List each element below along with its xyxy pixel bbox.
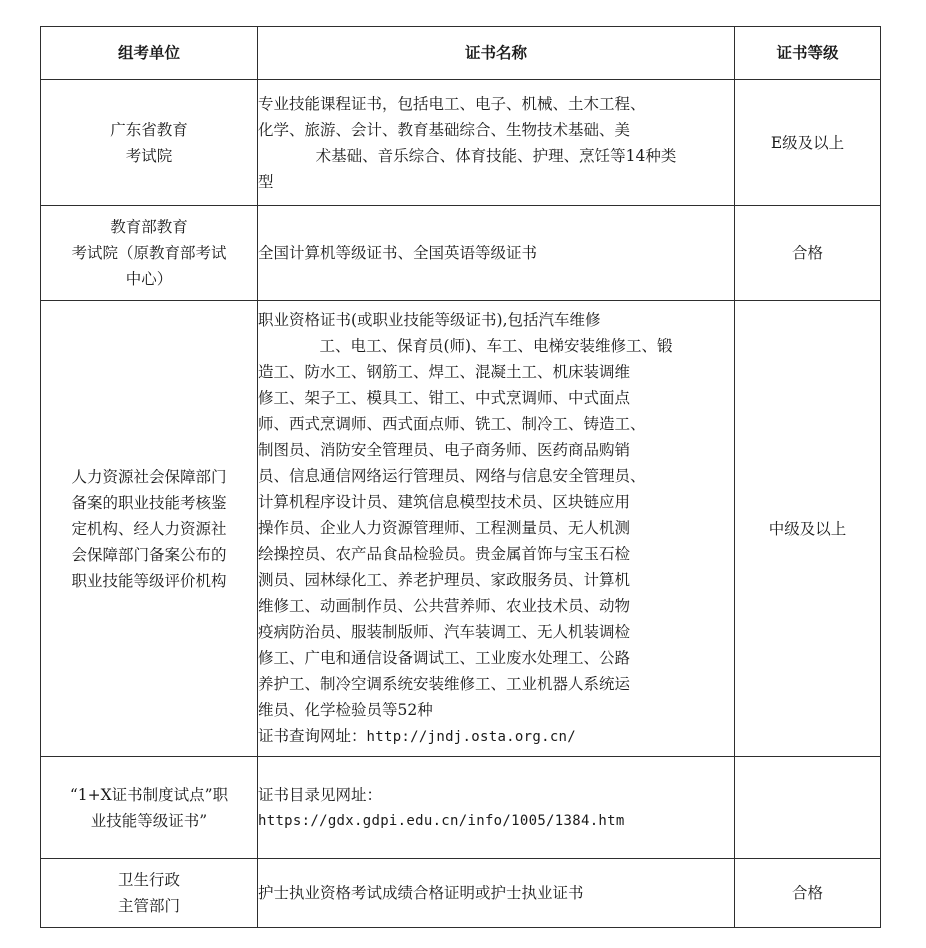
cert-name-line: 证书目录见网址： bbox=[258, 785, 383, 804]
cert-name-line: 养护工、制冷空调系统安装维修工、工业机器人系统运 bbox=[258, 675, 631, 693]
cert-name-line: 职业资格证书(或职业技能等级证书),包括汽车维修 bbox=[258, 311, 601, 329]
level-cell: 合格 bbox=[735, 859, 881, 928]
table-row bbox=[41, 80, 881, 206]
org-line: 考试院 bbox=[125, 146, 173, 165]
certificate-table bbox=[40, 26, 881, 928]
level-cell: E级及以上 bbox=[735, 80, 881, 206]
level-cell: 中级及以上 bbox=[735, 301, 881, 757]
org-cell bbox=[41, 859, 258, 928]
cert-name-line: 师、西式烹调师、西式面点师、铣工、制冷工、铸造工、 bbox=[258, 415, 646, 433]
cert-name-cell bbox=[258, 301, 735, 757]
level-cell: 合格 bbox=[735, 206, 881, 301]
org-line: 会保障部门备案公布的 bbox=[71, 545, 227, 564]
header-name: 证书名称 bbox=[258, 27, 735, 80]
cert-name-line: 型 bbox=[258, 172, 274, 191]
cert-name-line: 绘操控员、农产品食品检验员。贵金属首饰与宝玉石检 bbox=[258, 545, 631, 563]
org-line: 卫生行政 bbox=[117, 871, 180, 889]
table-row bbox=[41, 206, 881, 301]
cert-query-url-line bbox=[258, 723, 734, 750]
header-level: 证书等级 bbox=[735, 27, 881, 80]
cert-name-line: 修工、架子工、模具工、钳工、中式烹调师、中式面点 bbox=[258, 389, 631, 407]
org-line: “1+X证书制度试点”职 bbox=[69, 785, 229, 804]
cert-name-line: 造工、防水工、钢筋工、焊工、混凝土工、机床装调维 bbox=[258, 363, 631, 381]
cert-name-cell bbox=[258, 206, 735, 301]
org-cell bbox=[41, 757, 258, 859]
cert-name-line: 维员、化学检验员等52种 bbox=[258, 701, 433, 719]
cert-name-line: 工、电工、保育员(师)、车工、电梯安装维修工、锻 bbox=[319, 337, 673, 355]
cert-name-line: 全国计算机等级证书、全国英语等级证书 bbox=[258, 244, 538, 262]
cert-name-line: 维修工、动画制作员、公共营养师、农业技术员、动物 bbox=[258, 597, 631, 615]
cert-name-line: 专业技能课程证书，包括电工、电子、机械、土木工程、 bbox=[258, 94, 646, 113]
cert-name-cell bbox=[258, 80, 735, 206]
cert-name-line: 术基础、音乐综合、体育技能、护理、烹饪等14种类 bbox=[315, 146, 677, 165]
header-org: 组考单位 bbox=[41, 27, 258, 80]
cert-name-cell bbox=[258, 859, 735, 928]
table-row bbox=[41, 301, 881, 757]
org-line: 广东省教育 bbox=[110, 120, 188, 139]
org-line: 职业技能等级评价机构 bbox=[71, 571, 227, 590]
cert-name-line: 修工、广电和通信设备调试工、工业废水处理工、公路 bbox=[258, 649, 631, 667]
certificate-document bbox=[40, 26, 881, 928]
org-line: 人力资源社会保障部门 bbox=[71, 467, 227, 486]
cert-name-line: 计算机程序设计员、建筑信息模型技术员、区块链应用 bbox=[258, 493, 631, 511]
org-line: 定机构、经人力资源社 bbox=[71, 519, 227, 538]
table-header-row bbox=[41, 27, 881, 80]
org-line: 考试院（原教育部考试 bbox=[71, 244, 227, 262]
cert-name-line: 测员、园林绿化工、养老护理员、家政服务员、计算机 bbox=[258, 571, 631, 589]
cert-name-line: 员、信息通信网络运行管理员、网络与信息安全管理员、 bbox=[258, 467, 646, 485]
cert-name-line: 护士执业资格考试成绩合格证明或护士执业证书 bbox=[258, 884, 584, 902]
cert-name-line: 疫病防治员、服装制版师、汽车装调工、无人机装调检 bbox=[258, 623, 631, 641]
org-cell bbox=[41, 80, 258, 206]
org-line: 中心） bbox=[125, 270, 173, 288]
org-cell bbox=[41, 206, 258, 301]
cert-name-cell bbox=[258, 757, 735, 859]
cert-name-line: 化学、旅游、会计、教育基础综合、生物技术基础、美 bbox=[258, 120, 631, 139]
org-line: 主管部门 bbox=[117, 897, 180, 915]
org-line: 业技能等级证书” bbox=[90, 811, 208, 830]
level-cell bbox=[735, 757, 881, 859]
org-cell bbox=[41, 301, 258, 757]
table-row bbox=[41, 757, 881, 859]
table-row bbox=[41, 859, 881, 928]
org-line: 备案的职业技能考核鉴 bbox=[71, 493, 227, 512]
org-line: 教育部教育 bbox=[110, 218, 188, 236]
cert-name-line: 制图员、消防安全管理员、电子商务师、医药商品购销 bbox=[258, 441, 631, 459]
cert-query-url-label: 证书查询网址： bbox=[258, 727, 367, 745]
cert-catalog-url-link[interactable]: https://gdx.gdpi.edu.cn/info/1005/1384.htm bbox=[258, 812, 625, 829]
cert-query-url-link[interactable]: http://jndj.osta.org.cn/ bbox=[366, 729, 577, 745]
cert-name-line: 操作员、企业人力资源管理师、工程测量员、无人机测 bbox=[258, 519, 631, 537]
